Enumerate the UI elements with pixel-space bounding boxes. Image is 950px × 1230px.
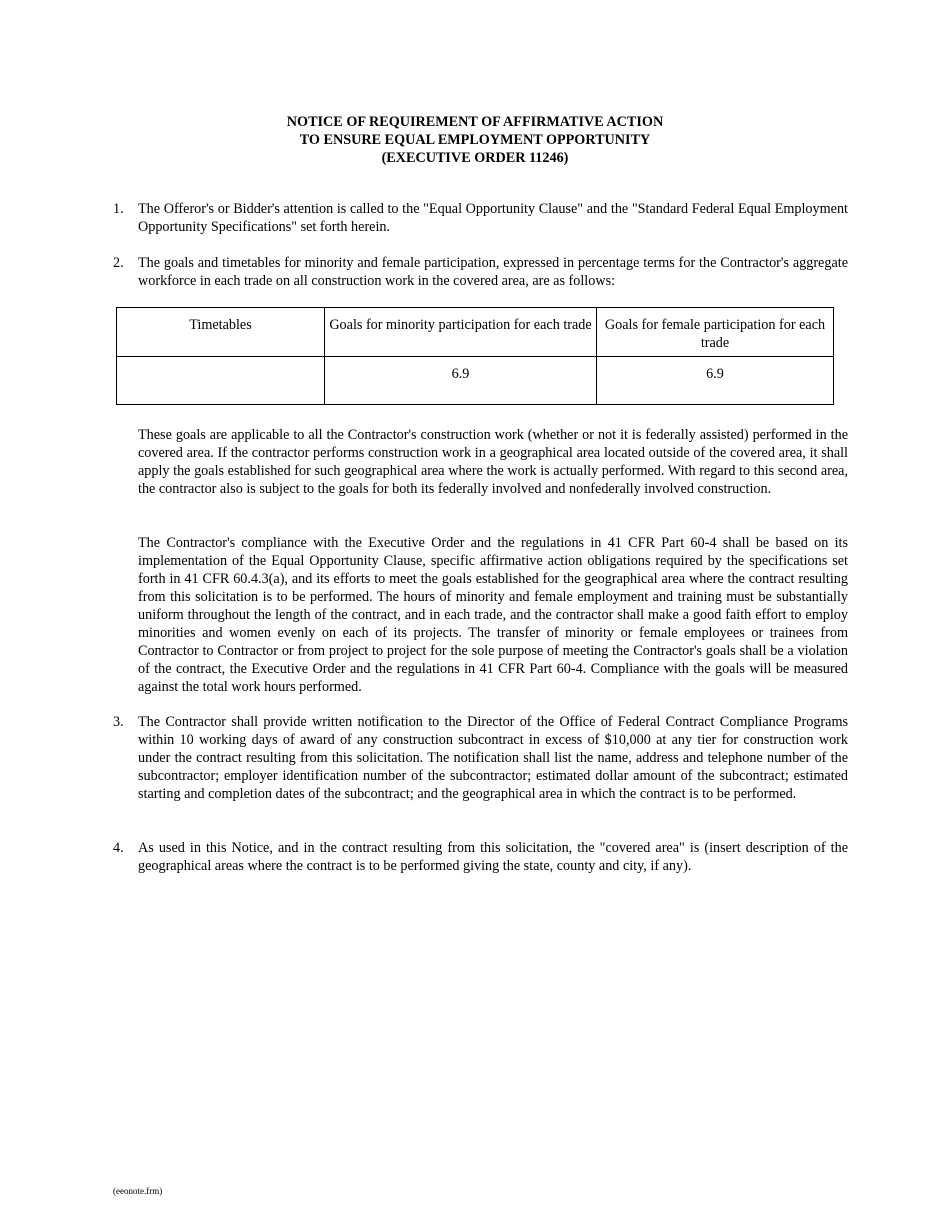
footer-filename: (eeonote.frm) <box>113 1186 163 1196</box>
compliance-paragraph: The Contractor's compliance with the Executive Order and the regulations in 41 CFR Part 60-4 shall be based on its implementation of the Equal Opportunity Clause, specific affirmative action obligations required by the specifications set forth in 41 CFR 60.4.3(a), and its efforts to meet the goals established for the geographical area where the contract resulting from this solicitation is to be performed. The hours of minority and female employment and training must be substantially uniform throughout the length of the contract, and in each trade, and the contractor shall make a good faith effort to employ minorities and women evenly on each of its projects. The transfer of minority or female employees or trainees from Contractor to Contractor or from project to project for the sole purpose of meeting the Contractor's goals shall be a violation of the contract, the Executive Order and the regulations in 41 CFR Part 60-4. Compliance with the goals will be measured against the total work hours performed. <box>138 535 848 695</box>
list-item-3 <box>113 713 848 803</box>
goals-table <box>116 307 834 405</box>
item-number: 4. <box>113 840 124 856</box>
cell-timetables <box>117 357 325 405</box>
cell-female-goal: 6.9 <box>597 357 834 405</box>
item-number: 1. <box>113 201 124 217</box>
header-female-goals: Goals for female participation for each trade <box>597 308 834 357</box>
title-line-3: (EXECUTIVE ORDER 11246) <box>381 150 569 166</box>
item-number: 3. <box>113 714 124 730</box>
list-item-2 <box>113 254 848 290</box>
title-line-2: TO ENSURE EQUAL EMPLOYMENT OPPORTUNITY <box>299 132 651 148</box>
item-text: The Offeror's or Bidder's attention is called to the "Equal Opportunity Clause" and the "Standard Federal Equal Employment Opportunity Specifications" set forth herein. <box>138 201 848 235</box>
document-title <box>0 113 950 167</box>
cell-minority-goal: 6.9 <box>325 357 597 405</box>
item-text: The goals and timetables for minority and female participation, expressed in percentage terms for the Contractor's aggregate workforce in each trade on all construction work in the covered area, are as follows: <box>138 255 848 289</box>
list-item-4 <box>113 839 848 875</box>
table-row <box>117 357 834 405</box>
header-timetables: Timetables <box>117 308 325 357</box>
list-item-1 <box>113 200 848 236</box>
title-line-1: NOTICE OF REQUIREMENT OF AFFIRMATIVE ACTION <box>286 114 664 130</box>
item-text: As used in this Notice, and in the contract resulting from this solicitation, the "covered area" is (insert description of the geographical areas where the contract is to be performed giving the state, county and city, if any). <box>138 840 848 874</box>
item-number: 2. <box>113 255 124 271</box>
applicability-paragraph: These goals are applicable to all the Contractor's construction work (whether or not it is federally assisted) performed in the covered area. If the contractor performs construction work in a geographical area located outside of the covered area, it shall apply the goals established for such geographical area where the work is actually performed. With regard to this second area, the contractor also is subject to the goals for both its federally involved and nonfederally involved construction. <box>138 427 848 497</box>
header-minority-goals: Goals for minority participation for each trade <box>325 308 597 357</box>
table-header-row <box>117 308 834 357</box>
item-text: The Contractor shall provide written notification to the Director of the Office of Federal Contract Compliance Programs within 10 working days of award of any construction subcontract in excess of $10,000 at any tier for construction work under the contract resulting from this solicitation. The notification shall list the name, address and telephone number of the subcontractor; employer identification number of the subcontractor; estimated dollar amount of the subcontract; estimated starting and completion dates of the subcontract; and the geographical area in which the contract is to be performed. <box>138 714 848 802</box>
